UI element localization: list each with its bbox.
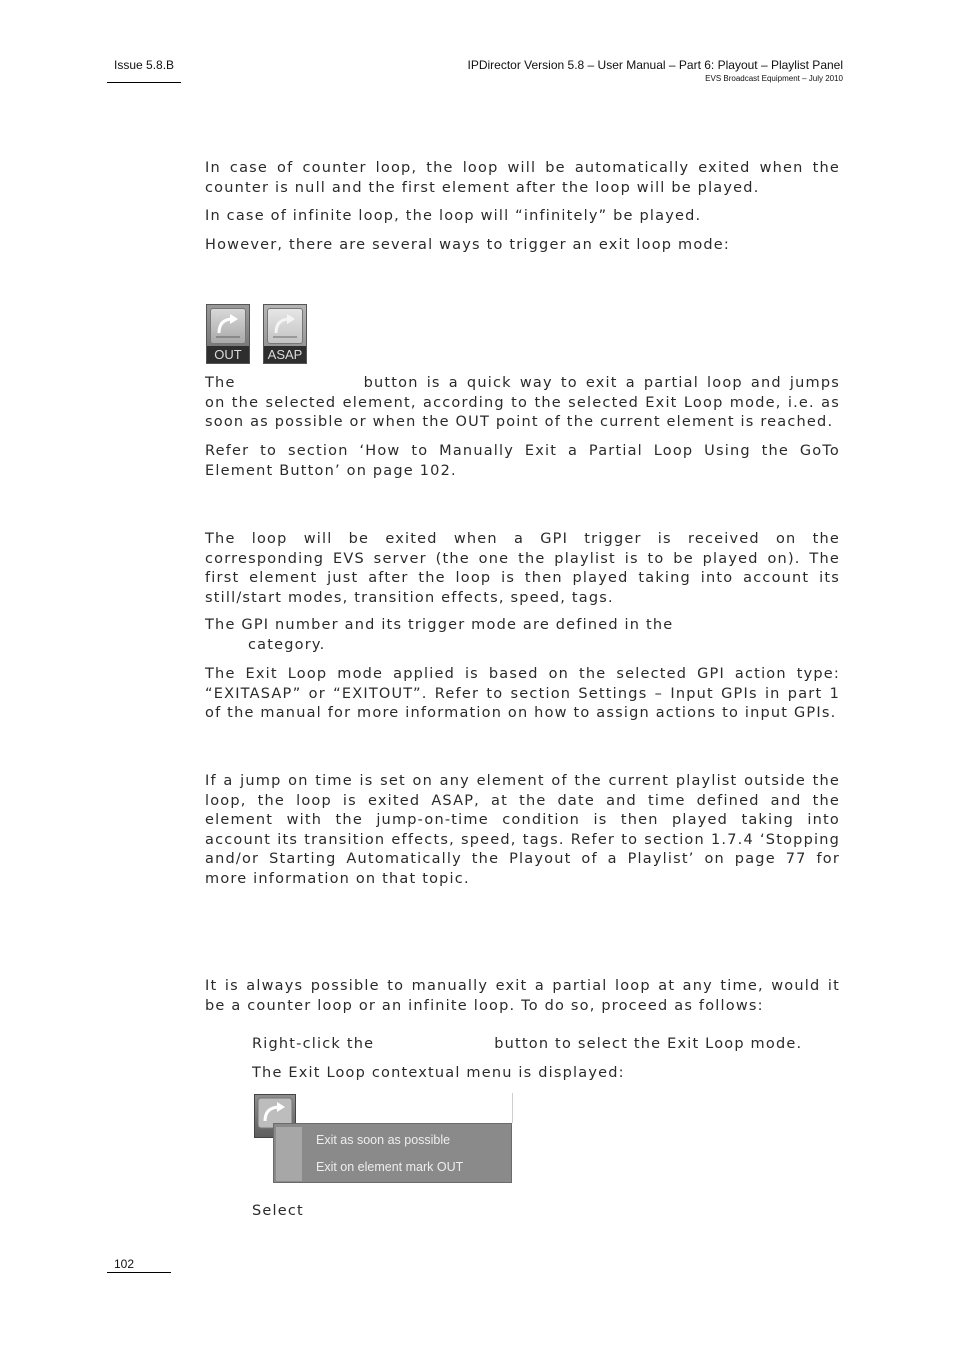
context-menu-screenshot bbox=[253, 1093, 512, 1183]
context-menu bbox=[273, 1123, 512, 1183]
menu-item-exit-out[interactable]: Exit on element mark OUT bbox=[316, 1160, 464, 1174]
step-menu-displayed: The Exit Loop contextual menu is displayed: bbox=[252, 1065, 625, 1081]
paragraph-gpi-number bbox=[205, 616, 840, 655]
loop-arrow-icon bbox=[267, 308, 303, 344]
footer-rule bbox=[107, 1272, 171, 1273]
paragraph-button-desc-start: The bbox=[205, 375, 236, 391]
page-number: 102 bbox=[114, 1257, 135, 1271]
menu-gutter bbox=[276, 1127, 302, 1181]
step-right-click-a: Right-click the bbox=[252, 1036, 375, 1052]
step-right-click bbox=[252, 1035, 802, 1055]
paragraph-jump-on-time: If a jump on time is set on any element of the current playlist outside the loop, the loop is exited ASAP, at the date and time defined and the element with the jump-on-time condition is then played taking into account its transition effects, speed, tags. Refer to section 1.7.4 ‘Stopping and/or Starting Automatically the Playout of a Playlist’ on page 77 for more information on that topic. bbox=[205, 773, 840, 887]
issue-label: Issue 5.8.B bbox=[114, 58, 175, 72]
loop-arrow-icon bbox=[210, 308, 246, 344]
paragraph-gpi-number-b: category. bbox=[248, 636, 326, 653]
menu-item-exit-asap[interactable]: Exit as soon as possible bbox=[316, 1133, 451, 1147]
exit-loop-asap-button[interactable] bbox=[263, 304, 307, 364]
paragraph-refer-goto: Refer to section ‘How to Manually Exit a Partial Loop Using the GoTo Element Button’ on page 102. bbox=[205, 443, 840, 479]
out-label: OUT bbox=[207, 346, 249, 363]
step-select: Select bbox=[252, 1203, 304, 1219]
paragraph-button-desc-rest: button is a quick way to exit a partial loop and jumps on the selected element, according to the selected Exit Loop mode, i.e. as soon as possible or when the OUT point of the current element is reached. bbox=[205, 375, 840, 430]
paragraph-gpi-number-a: The GPI number and its trigger mode are defined in the bbox=[205, 617, 674, 633]
step-right-click-b: button to select the Exit Loop mode. bbox=[494, 1036, 803, 1052]
paragraph-counter-loop: In case of counter loop, the loop will be automatically exited when the counter is null and the first element after the loop will be played. bbox=[205, 160, 840, 196]
paragraph-exit-mode-gpi: The Exit Loop mode applied is based on the selected GPI action type: “EXITASAP” or “EXITOUT”. Refer to section Settings – Input GPIs in part 1 of the manual for more information on how to assign actions to input GPIs. bbox=[205, 666, 840, 721]
asap-label: ASAP bbox=[264, 346, 306, 363]
paragraph-manual-exit: It is always possible to manually exit a partial loop at any time, would it be a counter loop or an infinite loop. To do so, proceed as follows: bbox=[205, 978, 840, 1014]
exit-loop-out-button[interactable] bbox=[206, 304, 250, 364]
paragraph-button-desc bbox=[205, 374, 840, 433]
paragraph-infinite-loop: In case of infinite loop, the loop will “infinitely” be played. bbox=[205, 208, 702, 224]
header-subtitle: EVS Broadcast Equipment – July 2010 bbox=[705, 74, 843, 83]
paragraph-gpi-trigger: The loop will be exited when a GPI trigger is received on the corresponding EVS server (the one the playlist is to be played on). The first element just after the loop is then played taking into account its still/start modes, transition effects, speed, tags. bbox=[205, 531, 840, 606]
header-title: IPDirector Version 5.8 – User Manual – Part 6: Playout – Playlist Panel bbox=[467, 58, 843, 72]
header-rule bbox=[107, 82, 181, 83]
paragraph-exit-ways: However, there are several ways to trigger an exit loop mode: bbox=[205, 237, 731, 253]
menu-top-border bbox=[298, 1093, 513, 1123]
